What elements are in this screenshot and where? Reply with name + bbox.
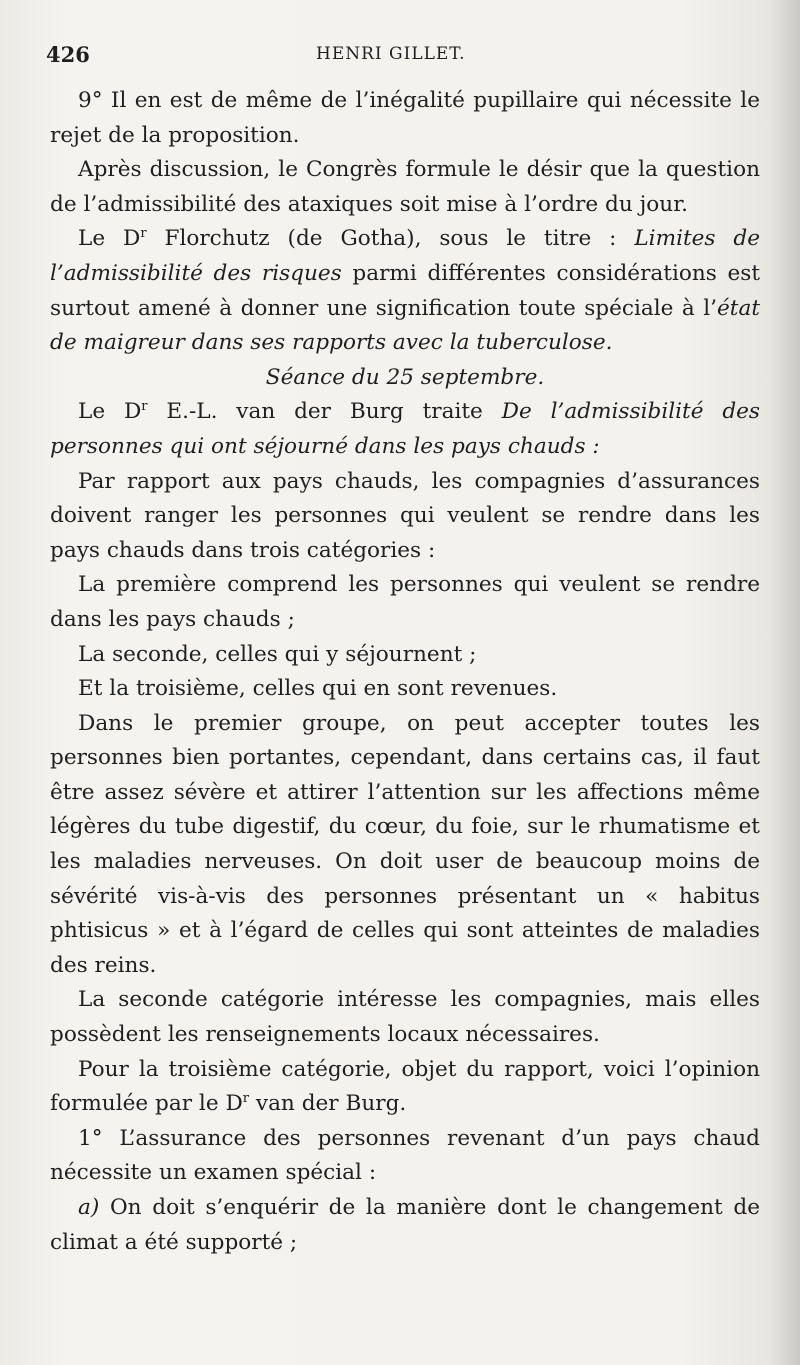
paragraph-florchutz: Le $D^r$ Florchutz (de Gotha), sous le titre : Limites de l’admissibilité des risques parmi différentes considérations est surtout amené à donner une signification toute spéciale à l’état de maigreur dans ses rapports avec la tuberculose.	[50, 226, 761, 356]
title-admissibilite: De l’admissibilité des personnes qui ont séjourné dans les pays chauds :	[50, 399, 761, 459]
page-header	[46, 42, 740, 74]
title-limites: Limites de l’admissibilité des risques	[50, 226, 761, 286]
paragraph-troisieme: Et la troisième, celles qui en sont revenues.	[78, 676, 558, 702]
running-head: HENRI GILLET.	[316, 44, 466, 64]
paragraph-seconde-categorie: La seconde catégorie intéresse les compagnies, mais elles possèdent les renseignements locaux nécessaires.	[50, 987, 760, 1048]
section-heading: Séance du 25 septembre.	[265, 364, 545, 390]
paragraph-premiere: La première comprend les personnes qui veulent se rendre dans les pays chauds ;	[50, 572, 760, 632]
paragraph-troisieme-categorie: Pour la troisième catégorie, objet du rapport, voici l’opinion formulée par le $D^r$ van der Burg.	[50, 1056, 760, 1117]
page-body	[50, 84, 760, 1260]
paragraph-premier-groupe: Dans le premier groupe, on peut accepter toutes les personnes bien portantes, cependant, dans certains cas, il faut être assez sévère et attirer l’attention sur les affections même légères du tube digestif, du cœur, du foie, sur le rhumatisme et les maladies nerveuses. On doit user de beaucoup moins de sévérité vis-à-vis des personnes présentant un « habitus phtisicus » et à l’égard de celles qui sont atteintes de maladies des reins.	[50, 710, 760, 978]
paragraph-congress-wish: Après discussion, le Congrès formule le désir que la question de l’admissibilité des ataxiques soit mise à l’ordre du jour.	[50, 157, 760, 217]
paragraph-item-a: a) On doit s’enquérir de la manière dont le changement de climat a été supporté ;	[50, 1195, 760, 1255]
paragraph-item-9: 9° Il en est de même de l’inégalité pupillaire qui nécessite le rejet de la proposition.	[50, 88, 760, 148]
paragraph-seconde: La seconde, celles qui y séjournent ;	[78, 641, 477, 667]
paragraph-van-der-burg: Le $D^r$ E.-L. van der Burg traite De l’admissibilité des personnes qui ont séjourné dans les pays chauds :	[50, 399, 761, 459]
title-etat-maigreur: état de maigreur dans ses rapports avec la tuberculose.	[50, 295, 760, 356]
paragraph-assurance: 1° L’assurance des personnes revenant d’un pays chaud nécessite un examen spécial :	[50, 1125, 760, 1186]
page-number: 426	[46, 42, 90, 67]
paragraph-pays-chauds: Par rapport aux pays chauds, les compagnies d’assurances doivent ranger les personnes qui veulent se rendre dans les pays chauds dans trois catégories :	[50, 468, 760, 563]
